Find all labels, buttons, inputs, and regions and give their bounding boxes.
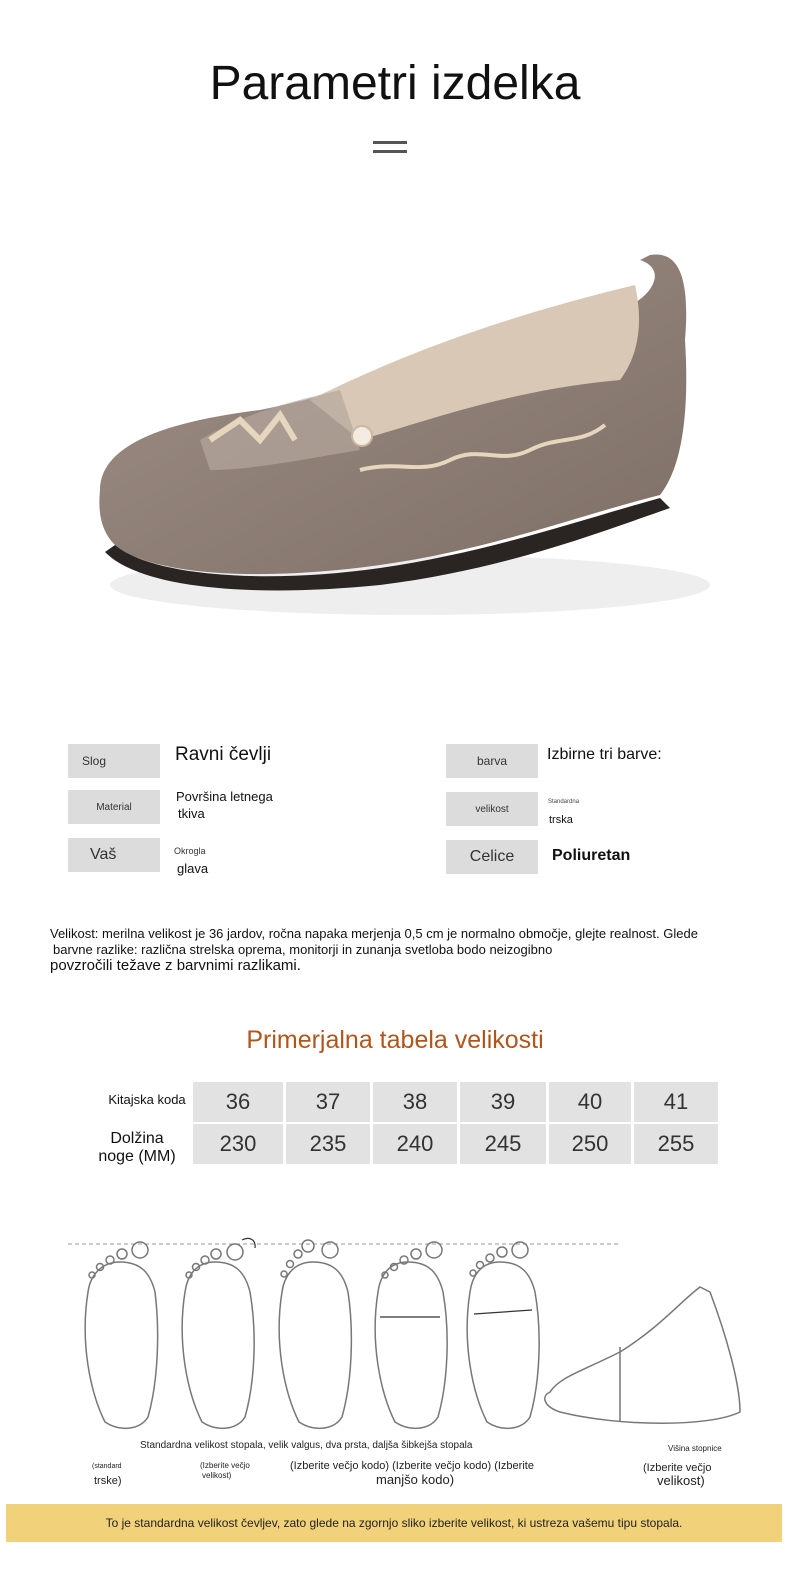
spec-toe-label: Vaš [68,838,160,872]
spec-toe-value-small: Okrogla [174,846,206,856]
note-line-2: barvne razlike: različna strelska oprema, monitorji in zunanja svetloba bodo neizogibno [53,942,553,957]
size-length-cell: 245 [460,1124,546,1164]
spec-size-label: velikost [446,792,538,826]
foot-types-illustration [60,1232,750,1452]
size-row-label-length-1: Dolžina [110,1130,164,1147]
spec-sole-value: Poliuretan [552,847,631,864]
foot-caption-3b: manjšo kodo) [376,1472,455,1487]
spec-size-value: trska [549,814,573,826]
size-code-cell: 40 [549,1082,631,1122]
size-length-cell: 240 [373,1124,457,1164]
size-length-cell: 230 [193,1124,283,1164]
size-code-cell: 38 [373,1082,457,1122]
size-length-cell: 255 [634,1124,718,1164]
size-code-cell: 36 [193,1082,283,1122]
foot-caption-main: Standardna velikost stopala, velik valgus, dva prsta, daljša šibkejša stopala [140,1440,473,1451]
spec-material-label: Material [68,790,160,824]
size-code-cell: 39 [460,1082,546,1122]
foot-caption-4a: (Izberite večjo [643,1462,712,1474]
foot-caption-2b: velikost) [202,1471,232,1480]
foot-caption-2a: (Izberite večjo [200,1461,250,1470]
size-chart-title: Primerjalna tabela velikosti [246,1026,544,1054]
size-code-cell: 37 [286,1082,370,1122]
spec-material-value-1: Površina letnega [176,789,273,804]
size-color-note [50,926,740,974]
size-length-cell: 250 [549,1124,631,1164]
size-code-cell: 41 [634,1082,718,1122]
spec-style-value: Ravni čevlji [175,744,272,765]
foot-caption-3a: (Izberite večjo kodo) (Izberite večjo kodo) (Izberite [290,1460,534,1472]
size-row-label-length-2: noge (MM) [98,1148,176,1165]
spec-size-value-small: Standardna [548,799,580,805]
spec-color-label: barva [446,744,538,778]
foot-caption-1a: (standard [92,1463,122,1470]
instep-height-label: Višina stopnice [668,1444,722,1453]
spec-sole-label: Celice [446,840,538,874]
size-row-label-length [92,1130,182,1166]
size-advice-banner: To je standardna velikost čevljev, zato glede na zgornjo sliko izberite velikost, ki ustreza vašemu tipu stopala. [6,1504,782,1542]
foot-caption-1b: trske) [94,1475,122,1487]
shoe-image [60,240,740,660]
page-title: Parametri izdelka [209,57,581,110]
note-line-3: povzročili težave z barvnimi razlikami. [50,957,301,974]
spec-style-label: Slog [68,744,160,778]
menu-icon [373,141,407,163]
size-row-label-code: Kitajska koda [108,1092,186,1107]
spec-color-value: Izbirne tri barve: [547,746,662,763]
foot-caption-4b: velikost) [657,1473,705,1488]
size-length-cell: 235 [286,1124,370,1164]
spec-toe-value: glava [177,861,209,876]
spec-material-value-2: tkiva [178,806,205,821]
note-line-1: Velikost: merilna velikost je 36 jardov, ročna napaka merjenja 0,5 cm je normalno območje, glejte realnost. Glede [50,926,698,941]
